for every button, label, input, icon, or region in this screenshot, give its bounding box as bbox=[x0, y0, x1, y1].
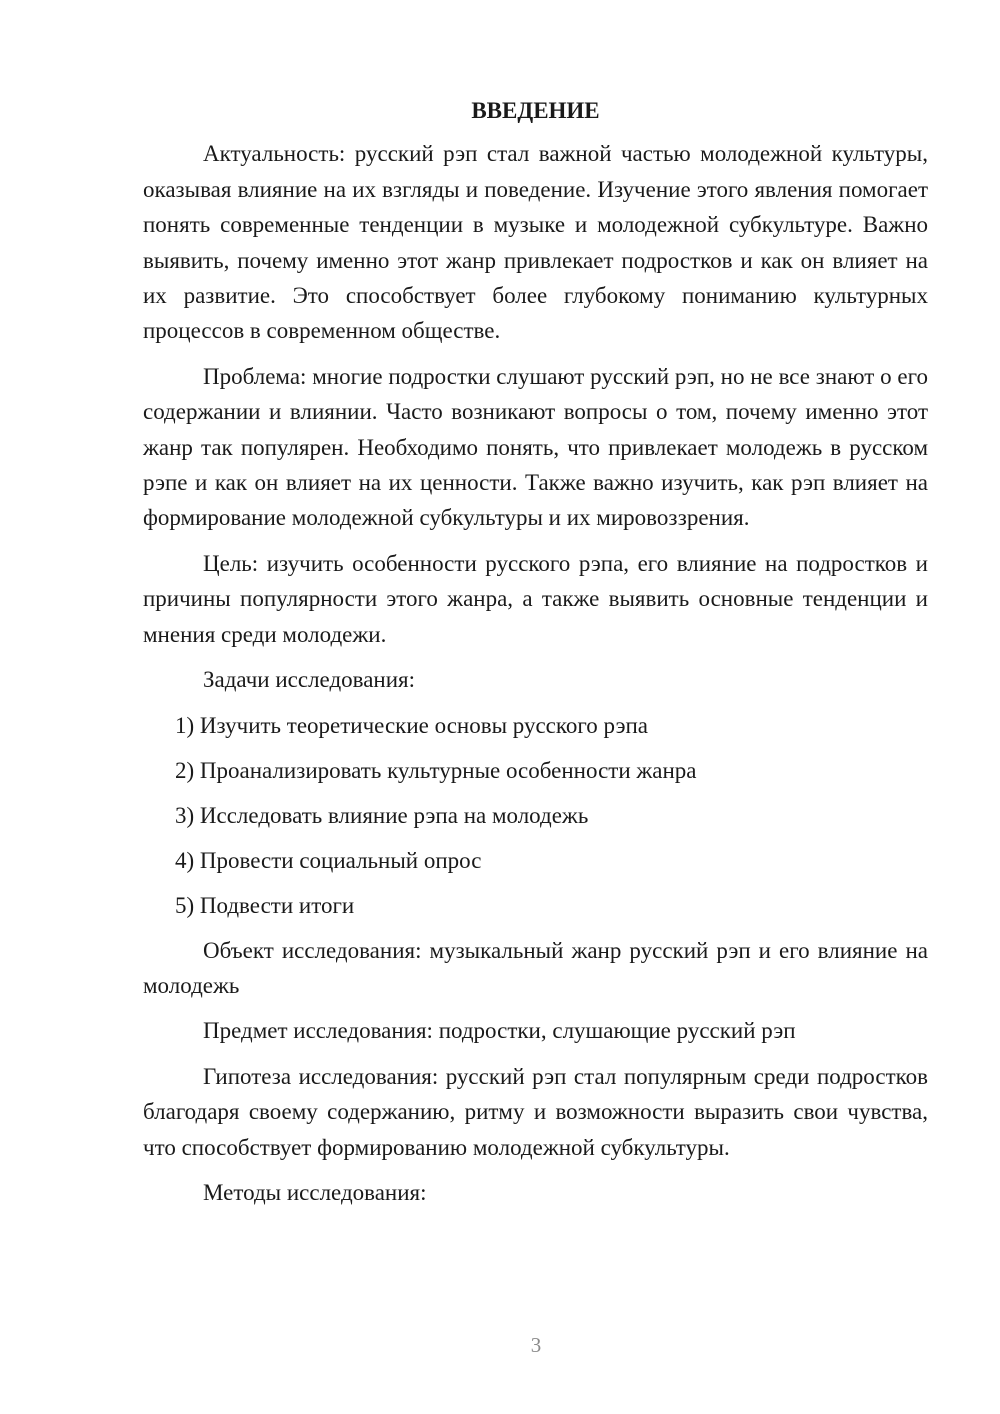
task-item: 3) Исследовать влияние рэпа на молодежь bbox=[175, 802, 589, 828]
paragraph-hypothesis: Гипотеза исследования: русский рэп стал популярным среди подростков благодаря своему содержанию, ритму и возможности выразить свои чувства, что способствует формированию молодежной субкультуры. bbox=[143, 1063, 928, 1160]
paragraph-relevance: Актуальность: русский рэп стал важной частью молодежной культуры, оказывая влияние на их взгляды и поведение. Изучение этого явления помогает понять современные тенденции в музыке и молодежной субкультуре. Важно выявить, почему именно этот жанр привлекает подростков и как он влияет на их развитие. Это способствует более глубокому пониманию культурных процессов в современном обществе. bbox=[143, 141, 928, 344]
page-number: 3 bbox=[530, 1333, 542, 1357]
paragraph-problem: Проблема: многие подростки слушают русский рэп, но не все знают о его содержании и влиянии. Часто возникают вопросы о том, почему именно этот жанр так популярен. Необходимо понять, что привлекает молодежь в русском рэпе и как он влияет на их ценности. Также важно изучить, как рэп влияет на формирование молодежной субкультуры и их мировоззрения. bbox=[143, 363, 928, 531]
task-item: 4) Провести социальный опрос bbox=[175, 847, 482, 873]
paragraph-subject: Предмет исследования: подростки, слушающие русский рэп bbox=[203, 1018, 796, 1044]
section-title: ВВЕДЕНИЕ bbox=[471, 98, 600, 123]
task-item: 1) Изучить теоретические основы русского рэпа bbox=[175, 712, 648, 738]
tasks-heading: Задачи исследования: bbox=[203, 667, 416, 693]
task-item: 2) Проанализировать культурные особенности жанра bbox=[175, 757, 697, 783]
paragraph-object: Объект исследования: музыкальный жанр русский рэп и его влияние на молодежь bbox=[143, 937, 928, 998]
methods-heading: Методы исследования: bbox=[203, 1179, 427, 1205]
tasks-list bbox=[143, 708, 928, 923]
paragraph-goal: Цель: изучить особенности русского рэпа, его влияние на подростков и причины популярности этого жанра, а также выявить основные тенденции и мнения среди молодежи. bbox=[143, 550, 928, 647]
task-item: 5) Подвести итоги bbox=[175, 892, 355, 918]
page-content bbox=[143, 93, 928, 1220]
